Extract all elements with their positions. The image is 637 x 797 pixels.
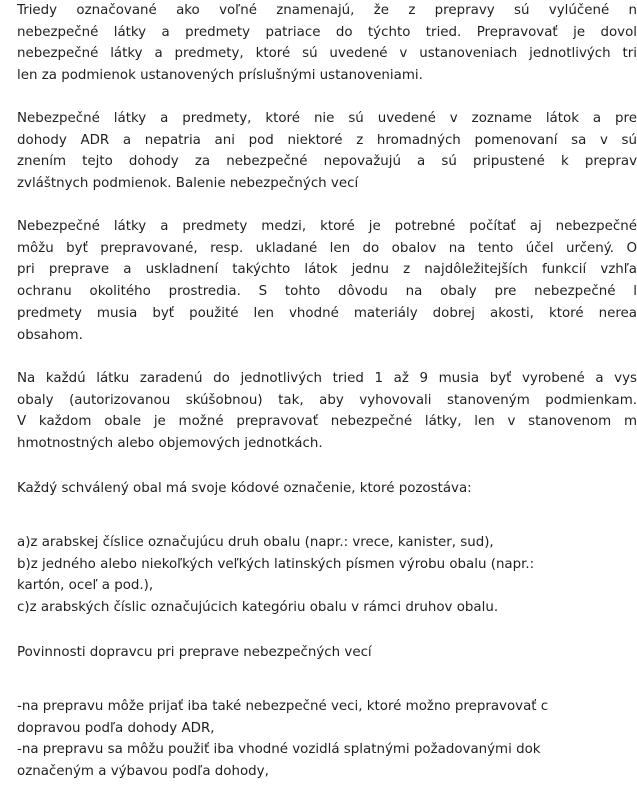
list-item: a)z arabskej číslice označujúcu druh obalu (napr.: vrece, kanister, sud), <box>17 535 494 550</box>
paragraph-neuvedené-látky <box>17 108 637 195</box>
paragraph-balenie <box>17 216 637 346</box>
paragraph-kodove-oznacenie <box>17 478 472 500</box>
paragraph-voľné-triedy <box>17 0 637 87</box>
text-line: hmotnostných alebo objemových jednotkách. <box>17 436 323 452</box>
text-line: ochranu okolitého prostredia. S tohto dôvodu na obaly pre nebezpečné l <box>17 284 637 300</box>
text-line: Na každú látku zaradenú do jednotlivých tried 1 až 9 musia byť vyrobené a vys <box>17 371 637 386</box>
section-heading: Povinnosti dopravcu pri preprave nebezpečných vecí <box>17 645 372 660</box>
text-line: Nebezpečné látky a predmety medzi, ktoré je potrebné počítať aj nebezpečné <box>17 219 637 234</box>
text-line: zvláštnych podmienok. Balenie nebezpečných vecí <box>17 176 359 192</box>
text-line: Každý schválený obal má svoje kódové označenie, ktoré pozostáva: <box>17 481 472 496</box>
list-item: -na prepravu môže prijať iba také nebezpečné veci, ktoré možno prepravovať c <box>17 699 549 714</box>
text-line: dohody ADR a nepatria ani pod niektoré z hromadných pomenovaní sa v sú <box>17 132 637 148</box>
paragraph-obaly-triedy <box>17 368 637 455</box>
text-line: len za podmienok ustanovených príslušnými ustanoveniami. <box>17 68 423 84</box>
list-item: c)z arabských číslic označujúcich kategóriu obalu v rámci druhov obalu. <box>17 600 499 616</box>
text-line: nebezpečné látky a predmety patriace do týchto tried. Prepravovať je dovol <box>17 24 637 40</box>
list-povinnosti <box>17 696 548 783</box>
text-line: Triedy označované ako voľné znamenajú, že z prepravy sú vylúčené n <box>17 3 637 18</box>
text-line: obsahom. <box>17 327 83 343</box>
list-item: b)z jedného alebo niekoľkých veľkých latinských písmen výrobu obalu (napr.: <box>17 556 535 572</box>
text-line: pri preprave a uskladnení takýchto látok jednu z najdôležitejších funkcií vzhľa <box>17 262 637 278</box>
list-item-continuation: označeným a výbavou podľa dohody, <box>17 764 269 780</box>
text-line: obaly (autorizovanou skúšobnou) tak, aby vyhovovali stanoveným podmienkam. <box>17 392 637 408</box>
text-line: môžu byť prepravované, resp. ukladané len do obalov na tento účel určený. O <box>17 240 637 256</box>
text-line: znením tejto dohody za nebezpečné nepovažujú a sú pripustené k preprav <box>17 154 637 170</box>
list-item: -na prepravu sa môžu použiť iba vhodné vozidlá splatnými požadovanými dok <box>17 742 541 758</box>
paragraph-povinnosti-heading <box>17 642 372 664</box>
list-item-continuation: kartón, oceľ a pod.), <box>17 578 154 594</box>
list-kodove-oznacenie <box>17 532 534 619</box>
text-line: V každom obale je možné prepravovať nebezpečné látky, len v stanovenom m <box>17 414 637 430</box>
text-line: Nebezpečné látky a predmety, ktoré nie sú uvedené v zozname látok a pre <box>17 111 637 126</box>
text-line: nebezpečné látky a predmety, ktoré sú uvedené v ustanoveniach jednotlivých tri <box>17 46 637 62</box>
list-item-continuation: dopravou podľa dohody ADR, <box>17 720 215 736</box>
text-line: predmety musia byť použité len vhodné materiály dobrej akosti, ktoré nerea <box>17 305 637 321</box>
